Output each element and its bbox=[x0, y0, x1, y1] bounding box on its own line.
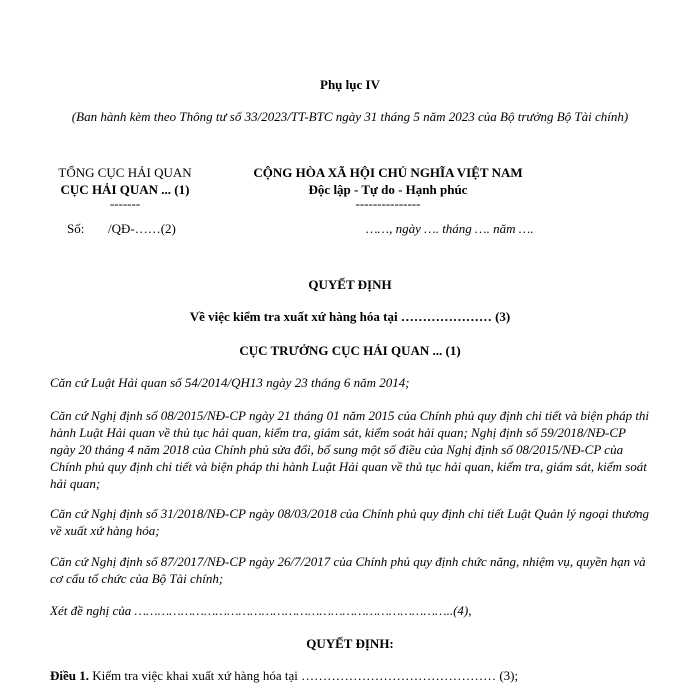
header-right-dashes: --------------- bbox=[355, 196, 421, 211]
decision-subject: Về việc kiểm tra xuất xứ hàng hóa tại ………………… (3) bbox=[189, 309, 511, 324]
header-right bbox=[228, 164, 548, 210]
decision-title: QUYẾT ĐỊNH bbox=[308, 277, 392, 292]
header-left-department: CỤC HẢI QUAN ... (1) bbox=[60, 182, 190, 197]
legal-basis-decree-08: Căn cứ Nghị định số 08/2015/NĐ-CP ngày 21 tháng 01 năm 2015 của Chính phủ quy định chi tiết và biện pháp thi hành Luật Hải quan về thủ tục hải quan, kiểm tra, giám sát, kiểm soát hải quan; Nghị định số 59/2018/NĐ-CP ngày 20 tháng 4 năm 2018 của Chính phủ sửa đổi, bổ sung một số điều của Nghị định số 08/2015/NĐ-CP của Chính phủ quy định chi tiết và biện pháp thi hành Luật Hải quan về thủ tục hải quan, kiểm tra, giám sát, kiểm soát hải quan; bbox=[50, 408, 650, 491]
decides-heading: QUYẾT ĐỊNH: bbox=[306, 636, 394, 651]
legal-basis-decree-31: Căn cứ Nghị định số 31/2018/NĐ-CP ngày 08/03/2018 của Chính phủ quy định chi tiết Luật Quản lý ngoại thương về xuất xứ hàng hóa; bbox=[50, 506, 650, 538]
authority-title: CỤC TRƯỞNG CỤC HẢI QUAN ... (1) bbox=[239, 343, 461, 358]
header-left bbox=[40, 164, 210, 210]
document-number-label: Số: bbox=[67, 221, 85, 236]
article-1 bbox=[50, 667, 650, 684]
issuance-note: (Ban hành kèm theo Thông tư số 33/2023/TT-BTC ngày 31 tháng 5 năm 2023 của Bộ trưởng Bộ Tài chính) bbox=[71, 109, 629, 124]
document-number-value: /QĐ-……(2) bbox=[108, 221, 176, 236]
date-line: ……, ngày …. tháng …. năm …. bbox=[366, 221, 534, 236]
legal-basis-decree-87: Căn cứ Nghị định số 87/2017/NĐ-CP ngày 26/7/2017 của Chính phủ quy định chức năng, nhiệm vụ, quyền hạn và cơ cấu tổ chức của Bộ Tài chính; bbox=[50, 554, 646, 586]
article-1-text: Kiểm tra việc khai xuất xứ hàng hóa tại ……………………………………… (3); bbox=[89, 668, 519, 683]
national-motto: Độc lập - Tự do - Hạnh phúc bbox=[308, 182, 468, 197]
proposal-line: Xét đề nghị của ………………………………………………………………………..(4), bbox=[50, 603, 472, 618]
article-1-label: Điều 1. bbox=[50, 668, 89, 683]
legal-basis-customs-law: Căn cứ Luật Hải quan số 54/2014/QH13 ngày 23 tháng 6 năm 2014; bbox=[50, 375, 410, 390]
header-left-dashes: ------- bbox=[109, 196, 141, 211]
appendix-title: Phụ lục IV bbox=[320, 77, 380, 92]
national-title: CỘNG HÒA XÃ HỘI CHỦ NGHĨA VIỆT NAM bbox=[253, 165, 523, 180]
header-left-agency: TỔNG CỤC HẢI QUAN bbox=[58, 165, 192, 180]
